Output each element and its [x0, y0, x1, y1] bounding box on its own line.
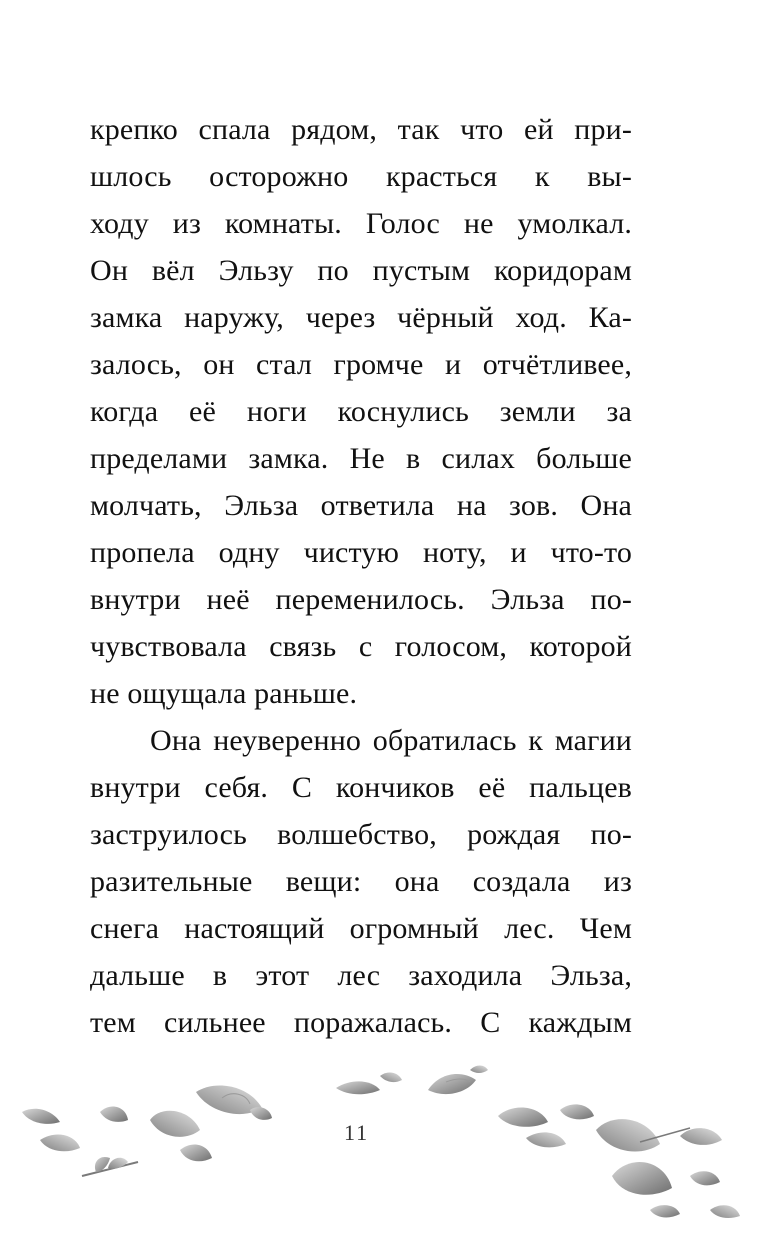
text-line: разительные вещи: она создала из — [90, 865, 632, 898]
text-line: не ощущала раньше. — [90, 677, 358, 710]
leaf-icon — [22, 1085, 272, 1176]
text-line: молчать, Эльза ответила на зов. Она — [90, 489, 632, 522]
text-line: залось, он стал громче и отчётливее, — [90, 348, 632, 381]
body-text — [90, 106, 632, 1046]
text-line: замка наружу, через чёрный ход. Ка- — [90, 301, 632, 334]
text-line: ходу из комнаты. Голос не умолкал. — [90, 207, 632, 240]
text-line: снега настоящий огромный лес. Чем — [90, 912, 632, 945]
text-line: шлось осторожно красться к вы- — [90, 160, 632, 193]
text-line: Она неуверенно обратилась к магии — [150, 724, 632, 757]
text-line: заструилось волшебство, рождая по- — [90, 818, 632, 851]
leaf-icon — [498, 1104, 740, 1218]
text-line: внутри себя. С кончиков её пальцев — [90, 771, 632, 804]
leaf-icon — [336, 1066, 488, 1095]
text-line: дальше в этот лес заходила Эльза, — [90, 959, 632, 992]
text-line: чувствовала связь с голосом, которой — [90, 630, 632, 663]
text-line: пределами замка. Не в силах больше — [90, 442, 632, 475]
text-line: внутри неё переменилось. Эльза по- — [90, 583, 632, 616]
text-line: крепко спала рядом, так что ей при- — [90, 113, 632, 146]
page-number: 11 — [344, 1120, 370, 1145]
text-line: пропела одну чистую ноту, и что-то — [90, 536, 632, 569]
text-line: Он вёл Эльзу по пустым коридорам — [90, 254, 632, 287]
text-line: тем сильнее поражалась. С каждым — [90, 1006, 632, 1039]
text-line: когда её ноги коснулись земли за — [90, 395, 632, 428]
